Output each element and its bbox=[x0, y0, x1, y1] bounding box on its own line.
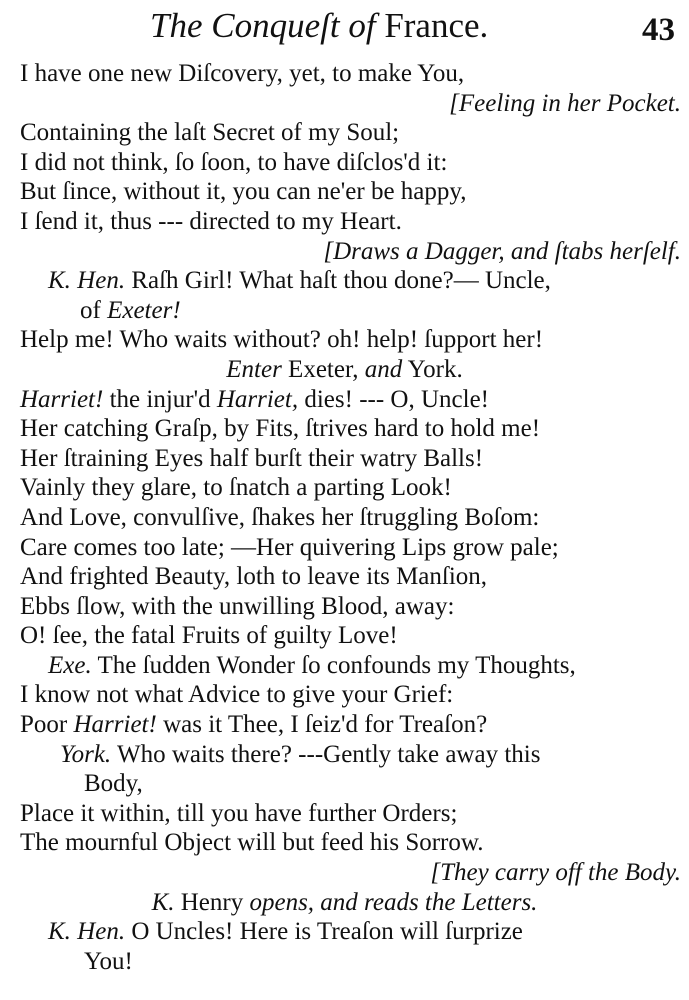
speech-line bbox=[0, 266, 689, 296]
speaker-name: K. Hen. bbox=[48, 918, 126, 946]
verse-line: And Love, convulſive, ſhakes her ſtruggling Boſom: bbox=[20, 503, 540, 531]
running-title-roman: France. bbox=[375, 6, 489, 45]
speech-text: Who waits there? ---Gently take away this bbox=[111, 740, 541, 768]
verse-line: O! ſee, the fatal Fruits of guilty Love! bbox=[20, 622, 398, 650]
page-header bbox=[0, 0, 689, 56]
verse-line: Ebbs ſlow, with the unwilling Blood, away: bbox=[20, 592, 455, 620]
speaker-name: K. Hen. bbox=[48, 267, 126, 295]
line-text-italic: Harriet, bbox=[216, 385, 299, 413]
verse-line bbox=[0, 385, 689, 415]
sd-italic: K. bbox=[151, 888, 175, 916]
running-title-italic: The Conqueſt of bbox=[150, 6, 376, 45]
sd-italic: and bbox=[364, 355, 403, 383]
line-text-italic: Harriet! bbox=[73, 711, 157, 739]
verse-line: But ſince, without it, you can ne'er be happy, bbox=[20, 178, 467, 206]
sd-roman: York. bbox=[402, 355, 463, 383]
stage-direction bbox=[0, 355, 689, 385]
running-title bbox=[150, 6, 488, 46]
verse-line: The mournful Object will but feed his Sorrow. bbox=[20, 829, 484, 857]
stage-direction: [Draws a Dagger, and ſtabs herſelf. bbox=[323, 237, 681, 265]
line-text-italic: Exeter! bbox=[107, 296, 181, 324]
speech-text: Raſh Girl! What haſt thou done?— Uncle, bbox=[125, 267, 551, 295]
play-text bbox=[0, 59, 689, 976]
speech-line bbox=[0, 740, 689, 770]
verse-line: I know not what Advice to give your Grief: bbox=[20, 681, 454, 709]
speaker-name: York. bbox=[60, 740, 112, 768]
verse-line bbox=[0, 296, 689, 326]
stage-direction: [Feeling in her Pocket. bbox=[449, 89, 681, 117]
line-text: of bbox=[80, 296, 108, 324]
speech-text: O Uncles! Here is Treaſon will ſurprize bbox=[125, 918, 523, 946]
verse-line bbox=[0, 710, 689, 740]
line-text: the injur'd bbox=[103, 385, 217, 413]
sd-italic: Enter bbox=[226, 355, 282, 383]
line-text-italic: Harriet! bbox=[20, 385, 104, 413]
sd-roman: Exeter, bbox=[281, 355, 365, 383]
stage-direction bbox=[0, 888, 689, 918]
line-text: Poor bbox=[20, 711, 74, 739]
sd-roman: Henry bbox=[174, 888, 250, 916]
line-text: dies! --- O, Uncle! bbox=[298, 385, 489, 413]
page-number: 43 bbox=[642, 12, 675, 48]
sd-italic: opens, and reads the Letters. bbox=[249, 888, 538, 916]
verse-line: You! bbox=[84, 947, 133, 975]
verse-line: And frighted Beauty, loth to leave its Manſion, bbox=[20, 563, 488, 591]
speech-line bbox=[0, 651, 689, 681]
speech-line bbox=[0, 917, 689, 947]
verse-line: Her ſtraining Eyes half burſt their watry Balls! bbox=[20, 444, 484, 472]
verse-line: Body, bbox=[84, 770, 143, 798]
verse-line: I ſend it, thus --- directed to my Heart. bbox=[20, 207, 402, 235]
speech-text: The ſudden Wonder ſo confounds my Thoughts, bbox=[91, 651, 576, 679]
verse-line: Her catching Graſp, by Fits, ſtrives hard to hold me! bbox=[20, 415, 541, 443]
verse-line: Containing the laſt Secret of my Soul; bbox=[20, 119, 400, 147]
stage-direction: [They carry off the Body. bbox=[430, 859, 681, 887]
verse-line: I have one new Diſcovery, yet, to make You, bbox=[20, 60, 465, 87]
line-text: was it Thee, I ſeiz'd for Treaſon? bbox=[156, 711, 488, 739]
verse-line: Vainly they glare, to ſnatch a parting Look! bbox=[20, 474, 452, 502]
verse-line: Place it within, till you have further Orders; bbox=[20, 799, 458, 827]
verse-line: Care comes too late; —Her quivering Lips grow pale; bbox=[20, 533, 559, 561]
verse-line: Help me! Who waits without? oh! help! ſupport her! bbox=[20, 326, 544, 354]
verse-line: I did not think, ſo ſoon, to have diſclos'd it: bbox=[20, 148, 448, 176]
speaker-name: Exe. bbox=[48, 651, 92, 679]
